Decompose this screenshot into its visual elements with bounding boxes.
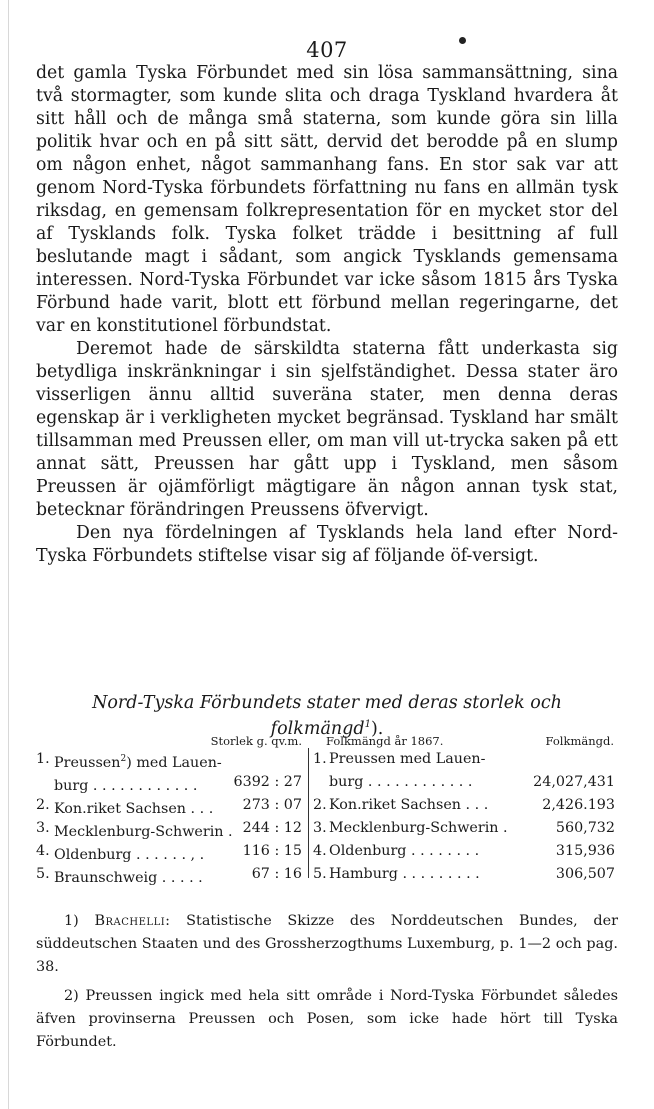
- footnote-2: 2) Preussen ingick med hela sitt område i Nord-Tyska Förbundet således äfven provinserna Preussen och Posen, som icke hade hört till Tyska Förbundet.: [36, 988, 618, 1050]
- size-column: [36, 734, 306, 886]
- row-number: 3.: [36, 820, 50, 836]
- row-state-name: Oldenburg . . . . . . . .: [329, 843, 480, 859]
- size-header: Storlek g. qv.m.: [210, 734, 302, 748]
- row-number: 3.: [313, 820, 327, 836]
- row-value: 6392 : 27: [233, 774, 302, 790]
- row-value: 273 : 07: [242, 797, 302, 813]
- paragraph-2: Deremot hade de särskildta staterna fått underkasta sig betydliga inskränkningar i sin sjelfständighet. Dessa stater äro visserligen ännu alltid suveräna stater, men denna deras egenskap är i verkligheten mycket begränsad. Tyskland har smält tillsamman med Preussen eller, om man vill ut-trycka saken på ett annat sätt, Preussen har gått upp i Tyskland, men såsom Preussen är ojämförligt mägtigare än någon annan tysk stat, betecknar förändringen Preussens öfvervigt.: [36, 339, 618, 520]
- row-value: 244 : 12: [242, 820, 302, 836]
- row-state-name: Mecklenburg-Schwerin .: [54, 823, 233, 840]
- table-row: [36, 794, 306, 817]
- caption-line-1: Nord-Tyska Förbundets stater med deras storlek och: [92, 693, 562, 713]
- row-number: 1.: [36, 751, 50, 767]
- row-state-name: burg . . . . . . . . . . . .: [54, 777, 198, 794]
- row-value: 315,936: [555, 843, 615, 859]
- table-row: [309, 771, 619, 794]
- row-number: 2.: [313, 797, 327, 813]
- row-state-name: Mecklenburg-Schwerin .: [329, 820, 508, 836]
- table-row: [309, 817, 619, 840]
- paragraph-1: det gamla Tyska Förbundet med sin lösa sammansättning, sina två stormagter, som kunde slita och draga Tyskland hvardera åt sitt håll och de många små staterna, som kunde göra sin lilla politik hvar och en på sitt sätt, dervid det berodde på en slump om någon enhet, något sammanhang fans. En stor sak var att genom Nord-Tyska förbundets författning nu fans en allmän tysk riksdag, en gemensam folkrepresentation för en mycket stor del af Tysklands folk. Tyska folket trädde i besittning af full beslutande magt i sådant, som angick Tysklands gemensama interessen. Nord-Tyska Förbundet var icke såsom 1815 års Tyska Förbund hade varit, blott ett förbund mellan regeringarne, det var en konstitutionel förbundstat.: [36, 63, 618, 336]
- row-state-name: Preussen$^2$) med Lauen-: [54, 754, 222, 771]
- row-state-name: Hamburg . . . . . . . . .: [329, 866, 480, 882]
- table-row: [309, 794, 619, 817]
- footnote-ref-2: 2: [120, 754, 127, 764]
- row-value: 2,426.193: [542, 797, 615, 813]
- row-value: 67 : 16: [251, 866, 302, 882]
- table-row: [309, 748, 619, 771]
- row-number: 2.: [36, 797, 50, 813]
- row-value: 116 : 15: [242, 843, 302, 859]
- table-row: [309, 840, 619, 863]
- footnote-ref-1: 1: [364, 719, 371, 731]
- table-row: [309, 863, 619, 886]
- row-state-name: Kon.riket Sachsen . . .: [54, 800, 214, 817]
- row-state-name: Braunschweig . . . . .: [54, 869, 203, 886]
- population-column: [308, 748, 619, 882]
- row-number: 5.: [313, 866, 327, 882]
- footnotes: [36, 910, 618, 1060]
- population-header-right: Folkmängd.: [545, 734, 614, 748]
- footnote-1: 1) Brachelli: Statistische Skizze des Norddeutschen Bundes, der süddeutschen Staaten und des Grossherzogthums Luxemburg, p. 1—2 och pag. 38.: [36, 913, 619, 975]
- row-state-name: Oldenburg . . . . . . , .: [54, 846, 205, 863]
- row-number: 5.: [36, 866, 50, 882]
- body-text: [36, 62, 618, 568]
- page-number: 407: [306, 38, 348, 62]
- row-value: 24,027,431: [533, 774, 615, 790]
- row-number: 1.: [313, 751, 327, 767]
- table-row: [36, 771, 306, 794]
- caption-line-2: folkmängd$^1$).: [270, 719, 384, 739]
- row-state-name: burg . . . . . . . . . . . .: [329, 774, 473, 790]
- table-row: [36, 863, 306, 886]
- table-row: [36, 817, 306, 840]
- table-row: [36, 840, 306, 863]
- page-edge-shadow: [8, 0, 9, 1109]
- row-state-name: Kon.riket Sachsen . . .: [329, 797, 489, 813]
- table-row: [36, 748, 306, 771]
- ink-dot: [459, 37, 466, 44]
- population-header-left: Folkmängd år 1867.: [326, 734, 444, 748]
- row-number: 4.: [313, 843, 327, 859]
- row-value: 306,507: [555, 866, 615, 882]
- footnote-author: Brachelli:: [94, 913, 171, 929]
- row-number: 4.: [36, 843, 50, 859]
- paragraph-3: Den nya fördelningen af Tysklands hela land efter Nord-Tyska Förbundets stiftelse visar sig af följande öf-versigt.: [36, 523, 618, 566]
- row-state-name: Preussen med Lauen-: [329, 751, 486, 767]
- row-value: 560,732: [555, 820, 615, 836]
